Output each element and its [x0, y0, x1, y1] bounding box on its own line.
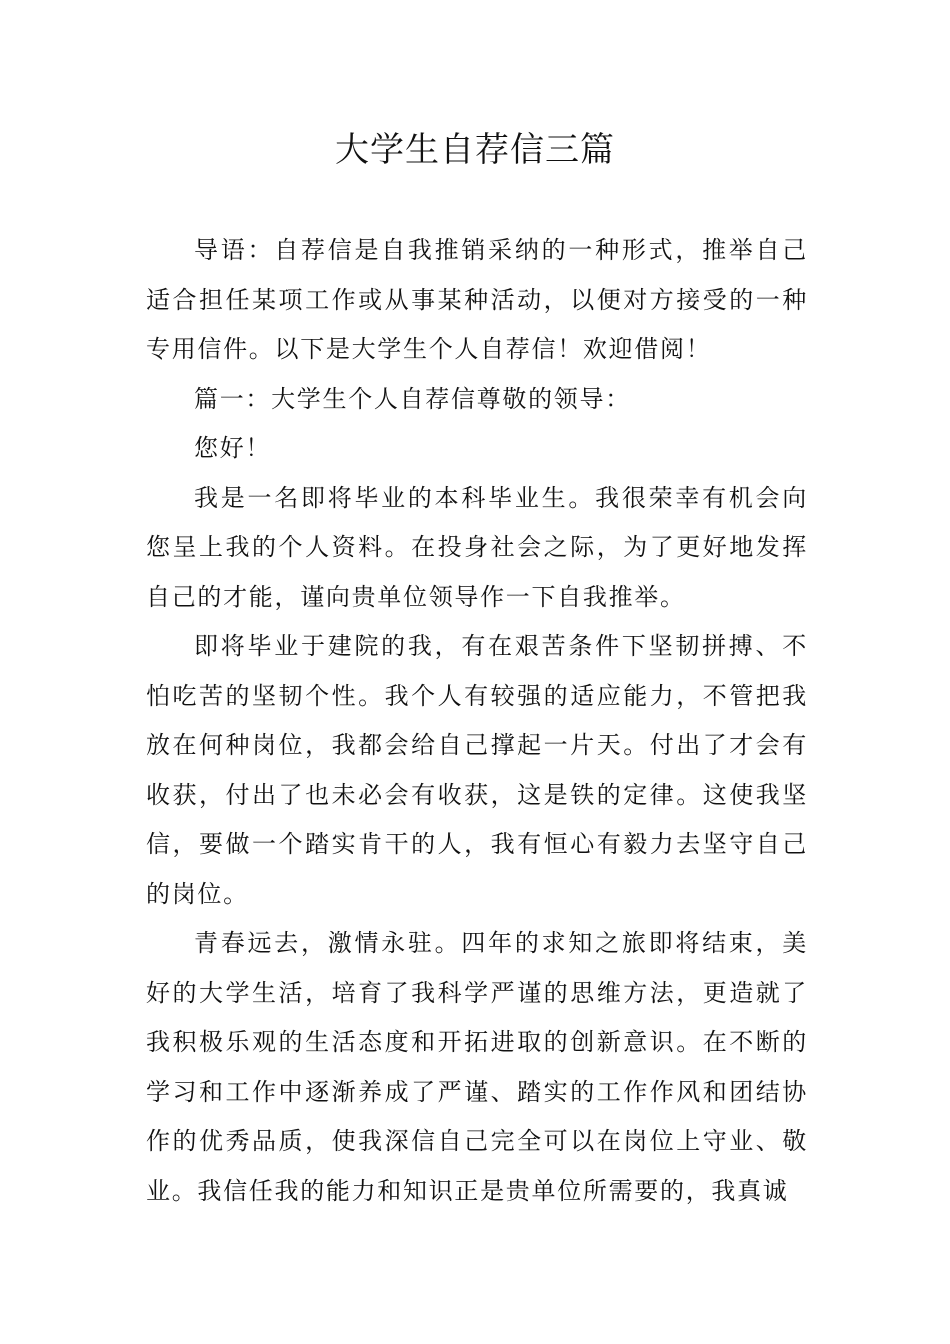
- paragraph-intro: 导语：自荐信是自我推销采纳的一种形式，推举自己适合担任某项工作或从事某种活动，以便对方接受的一种专用信件。以下是大学生个人自荐信！欢迎借阅！: [146, 236, 808, 363]
- document-title: 大学生自荐信三篇: [335, 130, 615, 170]
- paragraph-greeting: 您好！: [194, 434, 272, 462]
- paragraph-university-life: 青春远去，激情永驻。四年的求知之旅即将结束，美好的大学生活，培育了我科学严谨的思维方法，更造就了我积极乐观的生活态度和开拓进取的创新意识。在不断的学习和工作中逐渐养成了严谨、踏实的工作作风和团结协作的优秀品质，使我深信自己完全可以在岗位上守业、敬业。我信任我的能力和知识正是贵单位所需要的，我真诚: [146, 929, 808, 1205]
- paragraph-self-introduction: 我是一名即将毕业的本科毕业生。我很荣幸有机会向您呈上我的个人资料。在投身社会之际，为了更好地发挥自己的才能，谨向贵单位领导作一下自我推举。: [146, 483, 808, 611]
- paragraph-personality: 即将毕业于建院的我，有在艰苦条件下坚韧拼搏、不怕吃苦的坚韧个性。我个人有较强的适应能力，不管把我放在何种岗位，我都会给自己撑起一片天。付出了才会有收获，付出了也未必会有收获，这是铁的定律。这使我坚信，要做一个踏实肯干的人，我有恒心有毅力去坚守自己的岗位。: [146, 632, 808, 908]
- paragraph-letter-one-heading: 篇一：大学生个人自荐信尊敬的领导：: [194, 384, 631, 413]
- document-body: [146, 226, 808, 1216]
